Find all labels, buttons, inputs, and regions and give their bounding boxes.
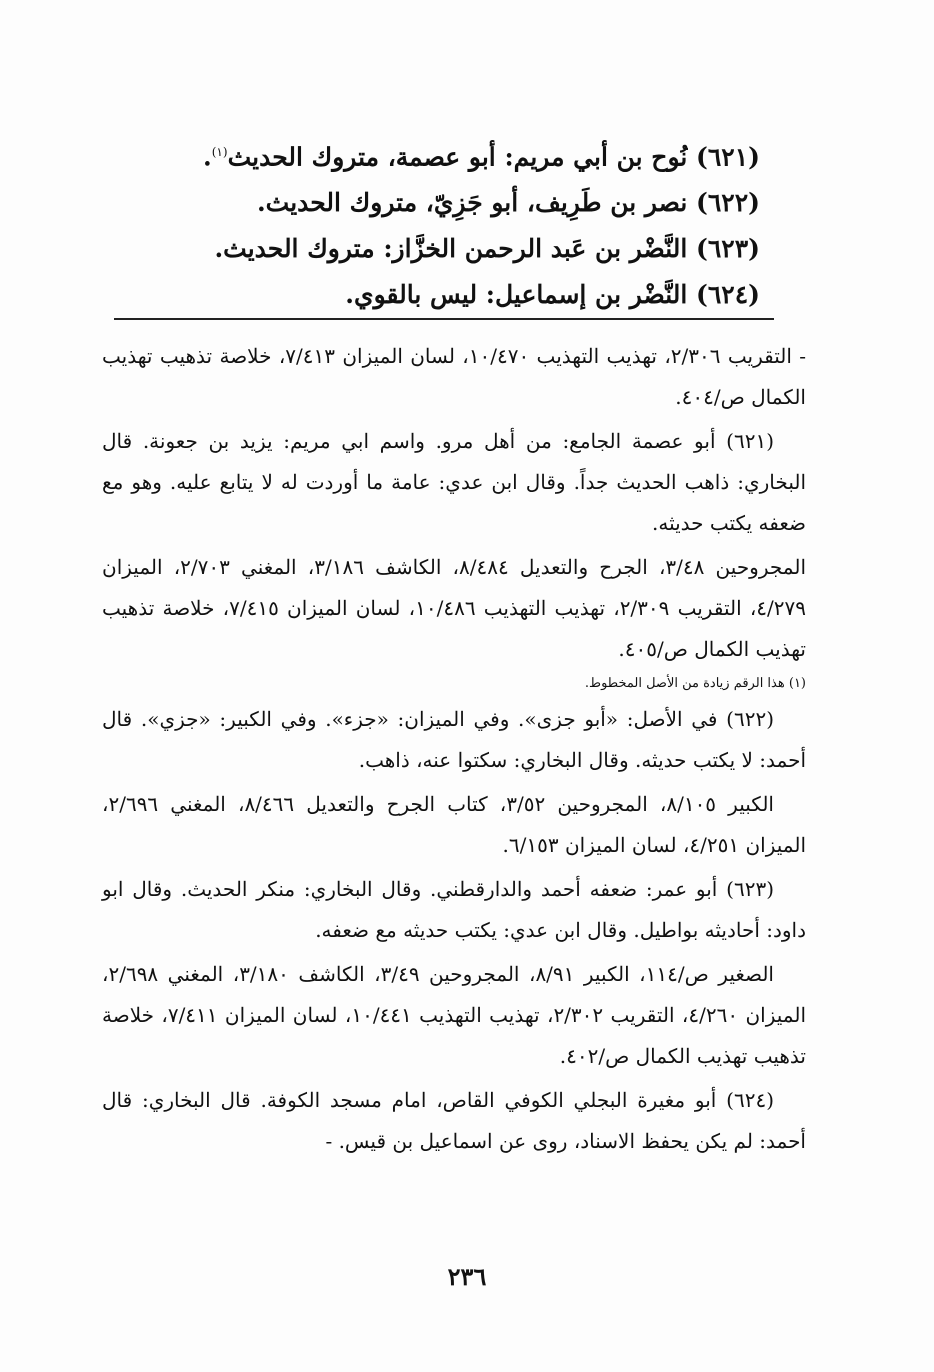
entry-tail: . bbox=[203, 142, 212, 172]
footnote-separator-rule bbox=[114, 318, 774, 320]
note-622-sources: الكبير ٨/١٠٥، المجروحين ٣/٥٢، كتاب الجرح والتعديل ٨/٤٦٦، المغني ٢/٦٩٦، الميزان ٤/٢٥١، لسان الميزان ٦/١٥٣. bbox=[102, 792, 806, 857]
note-623-bio: (٦٢٣) أبو عمر: ضعفه أحمد والدارقطني. وقال البخاري: منكر الحديث. وقال ابو داود: أحاديثه بواطيل. وقال ابن عدي: يكتب حديثه مع ضعفه. bbox=[102, 877, 806, 942]
entry-622: (٦٢٢) نصر بن طَرِيف، أبو جَزِيّ، متروك الحديث. bbox=[256, 188, 760, 218]
page-number: ٢٣٦ bbox=[447, 1262, 487, 1291]
entry-621 bbox=[120, 130, 760, 179]
note-continuation: - التقريب ٢/٣٠٦، تهذيب التهذيب ١٠/٤٧٠، لسان الميزان ٧/٤١٣، خلاصة تذهيب تهذيب الكمال ص/٤٠٤. bbox=[102, 344, 807, 409]
note-621-bio: (٦٢١) أبو عصمة الجامع: من أهل مرو. واسم ابي مريم: يزيد بن جعونة. قال البخاري: ذاهب الحديث جداً. وقال ابن عدي: عامة ما أوردت له لا يتابع عليه. وهو مع ضعفه يكتب حديثه. bbox=[102, 429, 806, 535]
entry-text: (٦٢١) نُوح بن أبي مريم: أبو عصمة، متروك الحديث bbox=[227, 142, 760, 172]
note-621-sources: المجروحين ٣/٤٨، الجرح والتعديل ٨/٤٨٤، الكاشف ٣/١٨٦، المغني ٢/٧٠٣، الميزان ٤/٢٧٩، التقريب ٢/٣٠٩، تهذيب التهذيب ١٠/٤٨٦، لسان الميزان ٧/٤١٥، خلاصة تذهيب تهذيب الكمال ص/٤٠٥. bbox=[102, 555, 806, 661]
note-624-bio: (٦٢٤) أبو مغيرة البجلي الكوفي القاص، امام مسجد الكوفة. قال البخاري: قال أحمد: لم يكن يحفظ الاسناد، روى عن اسماعيل بن قيس. - bbox=[102, 1088, 806, 1153]
note-622-bio: (٦٢٢) في الأصل: «أبو جزى». وفي الميزان: «جزء». وفي الكبير: «جزي». قال أحمد: لا يكتب حديثه. وقال البخاري: سكتوا عنه، ذاهب. bbox=[102, 707, 806, 772]
notes-section bbox=[102, 336, 806, 1165]
main-entries bbox=[120, 130, 760, 319]
entry-624: (٦٢٤) النَّضْر بن إسماعيل: ليس بالقوي. bbox=[345, 280, 760, 310]
footnote-marker: (١) bbox=[211, 145, 228, 159]
note-623-sources: الصغير ص/١١٤، الكبير ٨/٩١، المجروحين ٣/٤٩، الكاشف ٣/١٨٠، المغني ٢/٦٩٨، الميزان ٤/٢٦٠، التقريب ٢/٣٠٢، تهذيب التهذيب ١٠/٤٤١، لسان الميزان ٧/٤١١، خلاصة تذهيب تهذيب الكمال ص/٤٠٢. bbox=[102, 962, 806, 1068]
footnote-1: (١) هذا الرقم زيادة من الأصل المخطوط. bbox=[584, 676, 806, 691]
entry-623: (٦٢٣) النَّضْر بن عَبد الرحمن الخزَّاز: متروك الحديث. bbox=[214, 234, 760, 264]
